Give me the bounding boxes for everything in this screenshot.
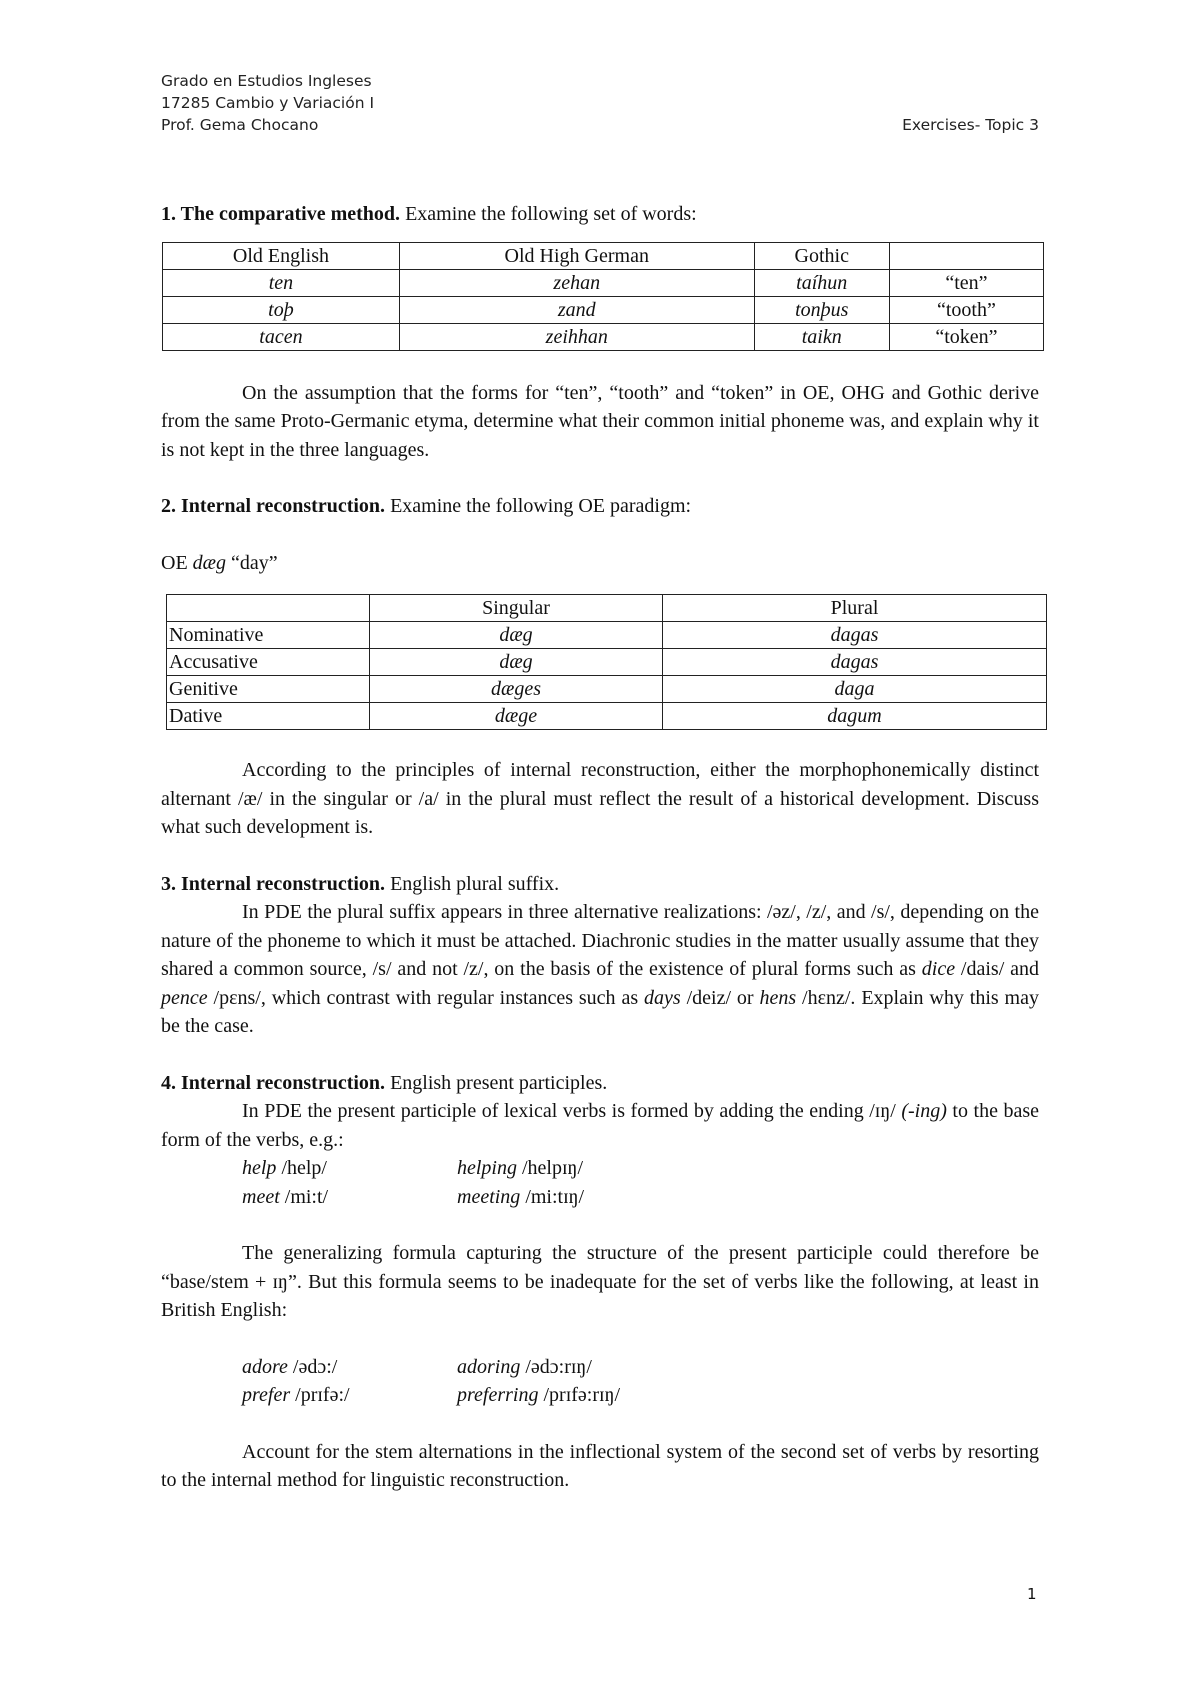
oe-gloss: “day” [226,551,278,574]
cell-text: dagum [827,705,882,727]
cell-text: tonþus [795,298,849,321]
header-cell: Plural [663,595,1047,622]
example-pence: pence [161,986,208,1009]
ex4-title: 4. Internal reconstruction. [161,1071,386,1094]
header-degree: Grado en Estudios Ingleses [161,72,372,90]
table-row [163,323,1044,350]
header-course: 17285 Cambio y Variación I [161,94,375,112]
table-header-row [167,595,1047,622]
ex2-title: 2. Internal reconstruction. [161,495,386,517]
ex4-text: to the base form of the verbs, e.g.: [161,1100,1040,1151]
cell-text: zehan [553,271,601,294]
table-row [167,676,1047,703]
ex3-text: /pɛns/, which contrast with regular instances such as [207,986,645,1009]
ex2-paragraph: According to the principles of internal reconstruction, either the morphophonemically distinct alternant /æ/ in the singular or /a/ in the plural must reflect the result of a historical development. Discuss what such development is. [161,759,1039,838]
ex1-paragraph: On the assumption that the forms for “ten”, “tooth” and “token” in OE, OHG and Gothic derive from the same Proto-Germanic etyma, determine what their common initial phoneme was, and explain why it is not kept in the three languages. [161,381,1039,461]
table-row [163,269,1044,296]
table-cell: “tooth” [889,296,1043,323]
table-cell [370,649,663,676]
table-row [167,622,1047,649]
example-pair [161,1353,1039,1382]
header-topic: Exercises- Topic 3 [902,116,1039,134]
cell-text: dæg [499,624,533,646]
ex1-heading [161,200,1039,229]
table-cell [399,323,754,350]
cell-text: zand [557,298,596,321]
ex3-text: /dais/ and [955,958,1039,980]
ex4-heading [161,1069,1039,1098]
ex3-text: In PDE the plural suffix appears in three alternative realizations: /əz/, /z/, and /s/, depending on the nature of the phoneme to which it must be attached. Diachronic studies in the matter usually assume that they shared a common source, /s/ and not /z/, on the basis of the existence of plural forms such as [161,901,1039,980]
base-form: adore /ədɔ:/ [242,1355,338,1378]
base-form: prefer /prɪfə:/ [242,1384,350,1406]
cell-text: dagas [830,651,879,673]
document-body [161,200,1039,1495]
ex4-paragraph-2: The generalizing formula capturing the structure of the present participle could therefore be “base/stem + ɪŋ”. But this formula seems to be inadequate for the set of verbs like the following, at least in British English: [161,1242,1039,1321]
example-pair [161,1154,1039,1183]
table-cell [370,622,663,649]
ex1-intro: Examine the following set of words: [400,203,697,225]
ex3-title: 3. Internal reconstruction. [161,872,386,895]
table-cell [163,323,400,350]
table-cell [663,649,1047,676]
ex3-text: /deiz/ or [680,986,760,1009]
ex4-intro: English present participles. [385,1071,608,1094]
header-cell: Gothic [754,242,889,269]
case-label: Genitive [167,676,370,703]
table-cell [754,323,889,350]
participle-form: meeting /mi:tɪŋ/ [457,1185,585,1208]
page-number: 1 [1027,1585,1037,1603]
ex2-heading [161,492,1039,521]
table-cell [399,269,754,296]
table-row [167,649,1047,676]
ex3-heading [161,870,1039,899]
ex2-intro: Examine the following OE paradigm: [385,495,692,517]
example-dice: dice [921,958,956,980]
case-label: Accusative [167,649,370,676]
table-cell [663,703,1047,730]
page-header [161,70,1039,136]
participle-form: adoring /ədɔ:rɪŋ/ [457,1355,592,1378]
table-cell [754,269,889,296]
header-cell: Old High German [399,242,754,269]
participle-form: preferring /prɪfə:rɪŋ/ [457,1384,621,1406]
table-row [163,296,1044,323]
cell-text: zeihhan [545,325,608,348]
ing-suffix: (-ing) [901,1100,947,1122]
cell-text: toþ [268,298,294,321]
table-row [167,703,1047,730]
table-cell: “ten” [889,269,1043,296]
cell-text: taikn [801,325,842,348]
base-form: meet /mi:t/ [242,1185,329,1208]
ex3-intro: English plural suffix. [385,872,560,895]
case-label: Dative [167,703,370,730]
oe-word: dæg [192,551,227,574]
oe-word-line [161,549,1039,578]
cell-text: dæge [494,705,538,727]
table-cell [399,296,754,323]
cell-text: dæg [499,651,533,673]
table-cell [163,296,400,323]
header-cell [167,595,370,622]
example-pair [161,1183,1039,1212]
table-cell [370,703,663,730]
base-form: help /help/ [242,1157,327,1179]
table-header-row [163,242,1044,269]
ex3-paragraph [161,898,1039,1041]
cell-text: tacen [259,325,303,348]
header-cell: Old English [163,242,400,269]
case-label: Nominative [167,622,370,649]
table-cell [163,269,400,296]
participle-form: helping /helpɪŋ/ [457,1157,583,1179]
table-cell [663,676,1047,703]
cell-text: ten [268,271,294,294]
example-hens: hens [759,986,797,1009]
paradigm-table [166,594,1047,730]
example-pair [161,1381,1039,1410]
header-cell [889,242,1043,269]
ex3-text: /hɛnz/. Explain why this may be the case. [161,986,1039,1037]
ex1-title: 1. The comparative method. [161,203,401,225]
table-cell [663,622,1047,649]
header-cell: Singular [370,595,663,622]
header-professor: Prof. Gema Chocano [161,116,319,134]
table-cell: “token” [889,323,1043,350]
cell-text: taíhun [796,271,848,294]
cell-text: dæges [491,678,541,700]
ex4-text: In PDE the present participle of lexical verbs is formed by adding the ending /ɪŋ/ [242,1100,902,1122]
comparative-table [162,242,1044,351]
example-days: days [644,986,681,1009]
oe-prefix: OE [161,551,193,574]
cell-text: dagas [830,624,879,646]
ex4-paragraph-3: Account for the stem alternations in the inflectional system of the second set of verbs by resorting to the internal method for linguistic reconstruction. [161,1440,1039,1491]
table-cell [370,676,663,703]
ex4-paragraph [161,1097,1039,1154]
cell-text: daga [834,678,875,700]
table-cell [754,296,889,323]
